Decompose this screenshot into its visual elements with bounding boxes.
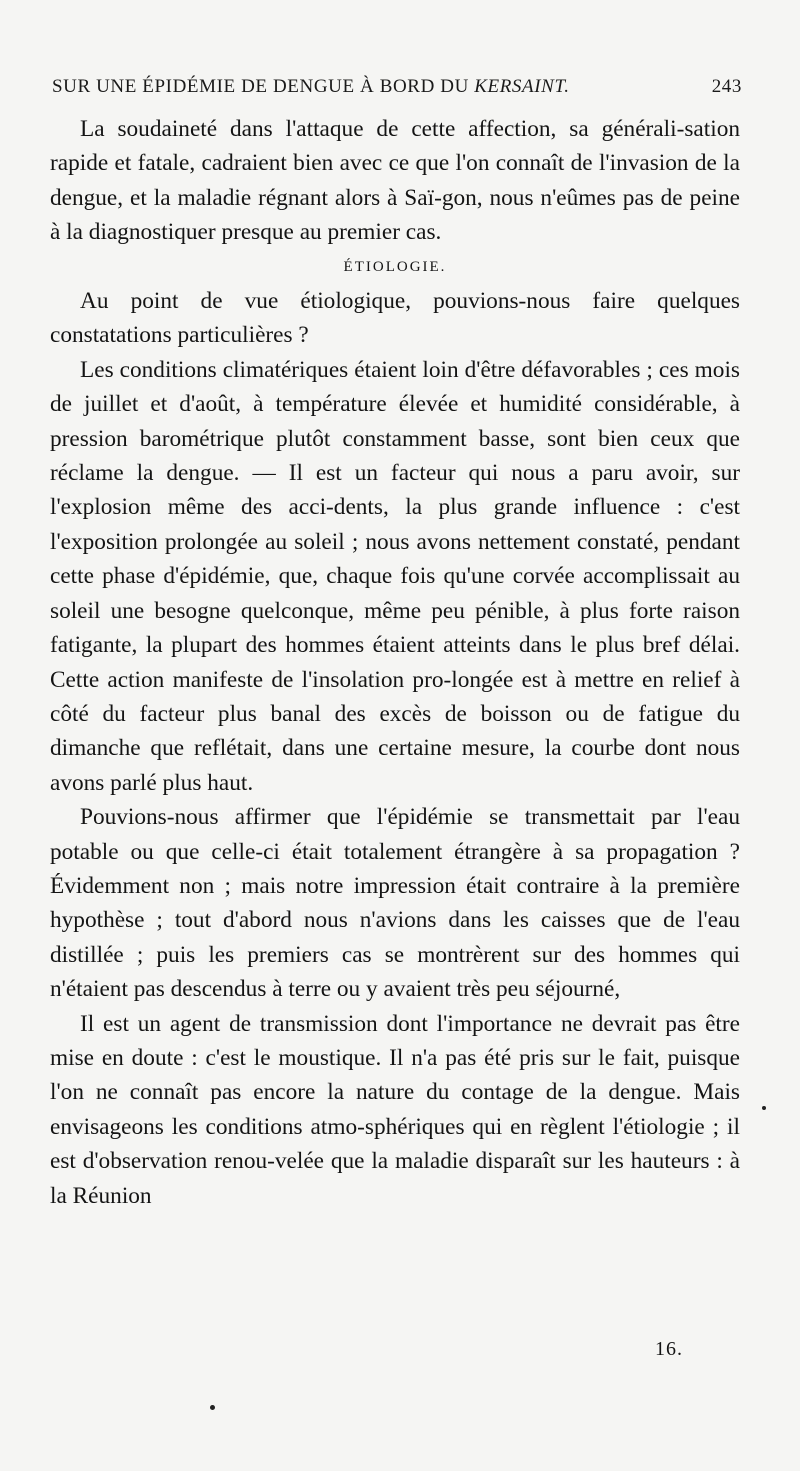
paragraph: Les conditions climatériques étaient loin d'être défavorables ; ces mois de juillet et d'août, à température élevée et humidité considérable, à pression barométrique plutôt constamment basse, sont bien ceux que réclame la dengue. — Il est un facteur qui nous a paru avoir, sur l'explosion même des acci-dents, la plus grande influence : c'est l'exposition prolongée au soleil ; nous avons nettement constaté, pendant cette phase d'épidémie, que, chaque fois qu'une corvée accomplissait au soleil une besogne quelconque, même peu pénible, à plus forte raison fatigante, la plupart des hommes étaient atteints dans le plus bref délai. Cette action manifeste de l'insolation pro-longée est à mettre en relief à côté du facteur plus banal des excès de boisson ou de fatigue du dimanche que reflétait, dans une certaine mesure, la courbe dont nous avons parlé plus haut.	[50, 356, 740, 796]
ink-speck	[762, 1106, 766, 1110]
section-heading: ÉTIOLOGIE.	[343, 258, 447, 275]
running-title-text: SUR UNE ÉPIDÉMIE DE DENGUE À BORD DU	[52, 76, 469, 97]
paragraph: Pouvions-nous affirmer que l'épidémie se transmettait par l'eau potable ou que celle-ci était totalement étrangère à sa propagation ? Évidemment non ; mais notre impression était contraire à la première hypothèse ; tout d'abord nous n'avions dans les caisses que de l'eau distillée ; puis les premiers cas se montrèrent sur des hommes qui n'étaient pas descendus à terre ou y avaient très peu séjourné,	[50, 804, 740, 1003]
paragraph: Au point de vue étiologique, pouvions-nous faire quelques constatations particulières ?	[50, 288, 740, 349]
running-header	[52, 76, 742, 98]
body-text	[50, 112, 740, 1213]
ink-speck	[210, 1405, 215, 1410]
page-number: 243	[711, 76, 742, 97]
signature-folio: 16.	[655, 1338, 683, 1360]
ship-name: KERSAINT.	[474, 76, 570, 97]
paragraph: La soudaineté dans l'attaque de cette affection, sa générali-sation rapide et fatale, cadraient bien avec ce que l'on connaît de l'invasion de la dengue, et la maladie régnant alors à Saï-gon, nous n'eûmes pas de peine à la diagnostiquer presque au premier cas.	[50, 116, 740, 246]
paragraph: Il est un agent de transmission dont l'importance ne devrait pas être mise en doute : c'est le moustique. Il n'a pas été pris sur le fait, puisque l'on ne connaît pas encore la nature du contage de la dengue. Mais envisageons les conditions atmo-sphériques qui en règlent l'étiologie ; il est d'observation renou-velée que la maladie disparaît sur les hauteurs : à la Réunion	[50, 1010, 740, 1209]
running-title	[52, 76, 570, 98]
